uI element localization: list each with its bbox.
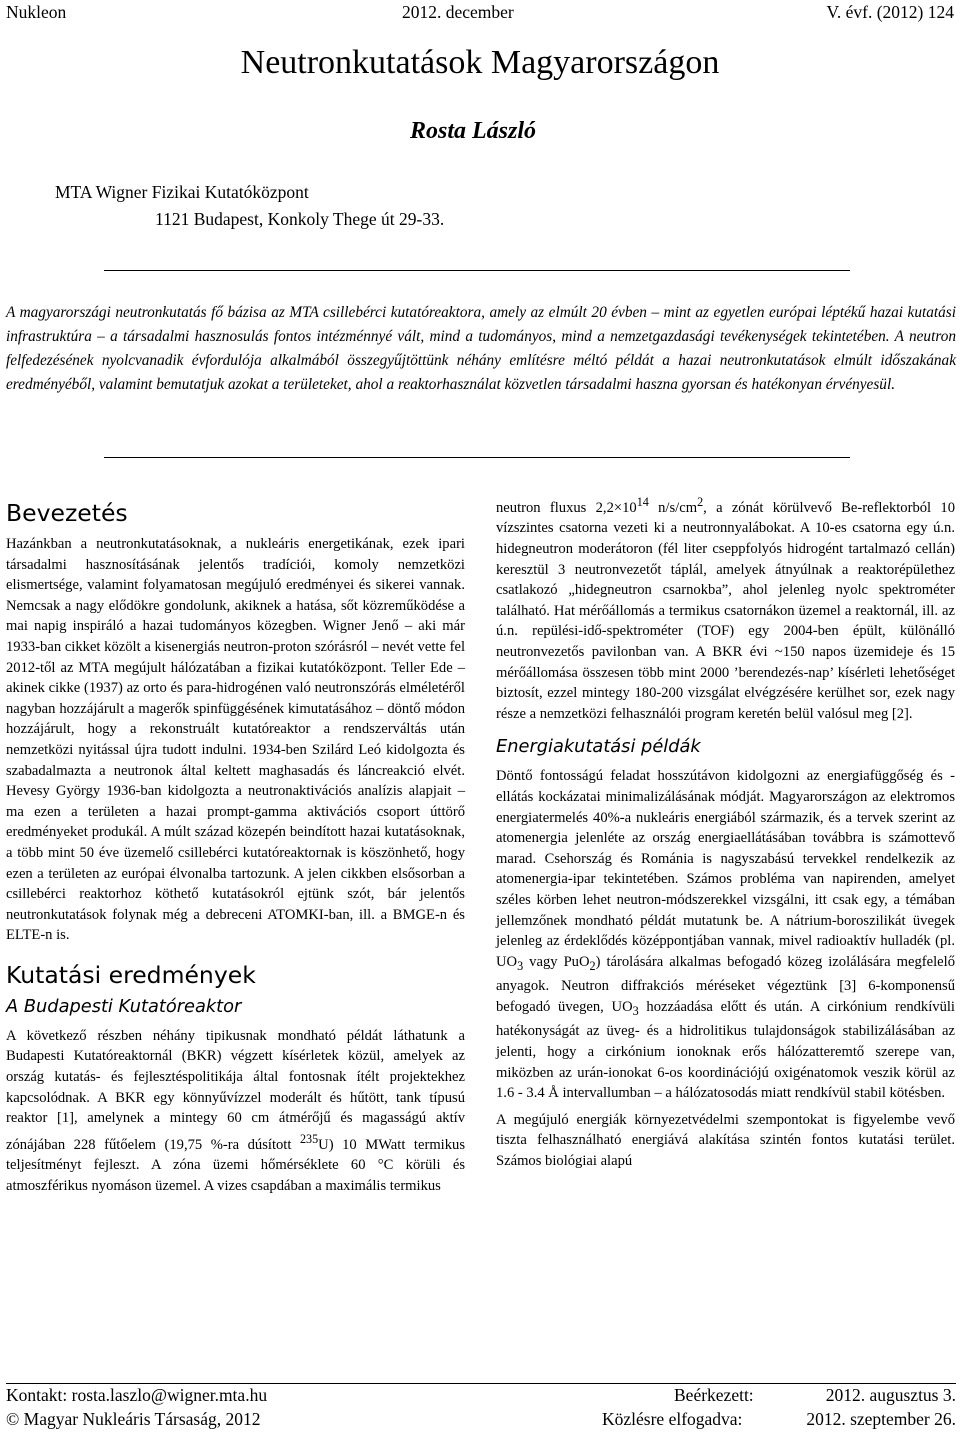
page-footer <box>6 1384 956 1431</box>
flux-text-3: , a zónát körülvevő Be-reflektorból 10 vízszintes csatorna vezeti ki a neutronnyalábokat. A 10-es csatorna egy ú.n. hidegneutron moderátoron (fél liter cseppfolyós hidrogént tartalmazó cellán) keresztül 3 neutronvezetőt táplál, amelyek átnyúlnak a reaktorépülethez csatlakozó „hidegneutron csarnokba”, ahol jelenleg nyolc spektrométer található. Hat mérőállomás a termikus csatornákon üzemel a reaktornál, ill. az ú.n. repülési-idő-spektrométer (TOF) egy 2004-ben épült, különálló neutronvezetős pavilonban van. A BKR évi ~150 napos üzemideje és 15 mérőállomása összesen több mint 2000 ’berendezés-nap’ kísérleti lehetőséget biztosít, ezzel mintegy 180-200 vizsgálat elvégzésére kerülhet sor, ezek nagy része a nemzetközi felhasználói program keretén belül valósul meg [2]. <box>496 499 955 722</box>
contact-email: Kontakt: rosta.laszlo@wigner.mta.hu <box>6 1385 268 1405</box>
received-date: 2012. augusztus 3. <box>825 1385 956 1405</box>
subsection-heading-energy: Energiakutatási példák <box>496 736 701 758</box>
energy-text-2: vagy PuO <box>523 953 590 970</box>
energy-text-4: hozzáadása előtt és után. A cirkónium rendkívüli hatékonyságát az üveg- és a hidrolitikus tulajdonságok stabilizálásában az jelenti, hogy a cirkónium ionoknak erős hálózatteremtő szerepe van, miközben az urán-ionokat 6-os koordinációjú oxigénatomok veszik körül az 1.6 - 3.4 Å intervallumban – a hálózatosodás miatt rendkívül stabil kötésben. <box>496 998 955 1102</box>
affiliation-address: 1121 Budapest, Konkoly Thege út 29-33. <box>155 209 445 229</box>
abstract: A magyarországi neutronkutatás fő bázisa az MTA csillebérci kutatóreaktora, amely az elmúlt 20 évben – mint az egyetlen európai léptékű hazai kutatási infrastruktúra – a társadalmi hasznosulás fontos intézménnyé vált, mind a tudományos, mind a nemzetgazdasági tevékenységek tekintetében. A neutron felfedezésének nyolcvanadik évfordulója alkalmából összegyűjtöttünk néhány említésre méltó példát a hazai neutronkutatások elmúlt időszakának eredményéből, valamint bemutatjuk azokat a területeket, ahol a reaktorhasználat közvetlen társadalmi haszna gyorsan és hatékonyan érvényesül. <box>6 304 956 393</box>
intro-paragraph: Hazánkban a neutronkutatásoknak, a nukleáris energetikának, ezek ipari társadalmi hasznosításának jelentős tradíciói, komoly nemzetközi elismertsége, valamint folyamatosan megújuló eredményei és sikerei vannak. Nemcsak a nagy elődökre gondolunk, akiknek a hatása, sőt közreműködése a mai napig inspiráló a hazai tudományos közegben. Wigner Jenő – aki már 1933-ban cikket közölt a kisenergiás neutron-proton szórásról – nevét vette fel 2012-től az MTA megújult hálózatában a fizikai kutatóközpont. Teller Ede – akinek cikke (1937) az orto és para-hidrogénen való neutronszórás elméletéről nagyban hozzájárult a magerők spinfüggésének kimutatásához – döntő módon hozzájárult, hogy a rekonstruált kutatóreaktor a rendszerváltás után nemzetközi nyitással újra tudott indulni. 1934-ben Szilárd Leó kidolgozta és szabadalmazta a neutronok által keltett maghasadás és láncreakció elvét. Hevesy György 1936-ban kidolgozta a neutronaktivációs analízis alapjait – ma ezen a területen a hazai prompt-gamma aktivációs csoport úttörő eredményeket produkál. A múlt század közepén beindított hazai kutatásoknak, a több mint 50 éve üzemelő csillebérci kutatóreaktornak is köszönhető, hogy ezen a területen az európai élvonalba tartozunk. A jelen cikkben elsősorban a csillebérci reaktorhoz köthető kutatásokról ejtünk szót, bár jelentős neutronkutatások folynak még a debreceni ATOMKI-ban, ill. a BMGE-n és ELTE-n is. <box>6 536 465 944</box>
subscript-3b: 3 <box>632 1003 639 1018</box>
subscript-2: 2 <box>589 958 596 973</box>
abstract-bottom-rule <box>104 457 850 458</box>
bkr-paragraph <box>6 1026 465 1197</box>
journal-name: Nukleon <box>6 2 67 22</box>
right-column <box>496 492 955 1171</box>
renewable-paragraph: A megújuló energiák környezetvédelmi szempontokat is figyelembe vevő tiszta felhasználható energiává alakítása szintén fontos kutatási terület. Számos biológiai alapú <box>496 1111 955 1169</box>
section-heading-results: Kutatási eredmények <box>6 960 256 989</box>
energy-paragraph <box>496 766 955 1103</box>
running-header <box>6 0 954 24</box>
affiliation-institute: MTA Wigner Fizikai Kutatóközpont <box>55 182 309 202</box>
energy-text-3: ) tárolására alkalmas befogadó közeg izolálására megfelelő anyagok. Neutron diffrakciós méréseket végeztünk [3] 6-komponensű befogadó üvegen, UO <box>496 953 956 1015</box>
article-title: Neutronkutatások Magyarországon <box>240 44 720 81</box>
superscript-2: 2 <box>697 495 704 509</box>
left-column <box>6 492 465 1196</box>
bkr-text-2: U) 10 MWatt termikus teljesítményt fejleszt. A zóna üzemi hőmérséklete 60 °C körüli és atmoszférikus nyomáson üzemel. A vizes csapdában a maximális termikus <box>6 1136 465 1194</box>
accepted-date: 2012. szeptember 26. <box>806 1408 956 1429</box>
subscript-3: 3 <box>517 958 524 973</box>
subsection-heading-bkr: A Budapesti Kutatóreaktor <box>6 995 242 1017</box>
received-label: Beérkezett: <box>674 1385 754 1405</box>
flux-text-2: n/s/cm <box>648 499 698 516</box>
copyright-notice: © Magyar Nukleáris Társaság, 2012 <box>6 1408 261 1429</box>
accepted-label: Közlésre elfogadva: <box>602 1408 743 1429</box>
superscript-235: 235 <box>299 1131 319 1146</box>
author-name: Rosta László <box>410 118 537 144</box>
bkr-paragraph-continued <box>496 492 955 724</box>
volume-page: V. évf. (2012) 124 <box>826 2 954 22</box>
bkr-text-1: A következő részben néhány tipikusnak mondható példát láthatunk a Budapesti Kutatóreaktornál (BKR) végzett kísérletek közül, amelyek az ország kutatás- és fejlesztéspolitikája által fontosnak ítélt projektekhez kapcsolódnak. A BKR egy könnyűvízzel moderált és hűtött, tank típusú reaktor [1], amelynek a mintegy 60 cm átmérőjű és magasságú aktív zónájában 228 fűtőelem (19,75 %-ra dúsított <box>6 1027 465 1153</box>
abstract-top-rule <box>104 270 850 271</box>
issue-date: 2012. december <box>402 2 514 22</box>
section-heading-intro: Bevezetés <box>6 499 128 527</box>
flux-text-1: neutron fluxus 2,2×10 <box>496 499 637 516</box>
energy-text-1: Döntő fontosságú feladat hosszútávon kidolgozni az energiafüggőség és -ellátás kockázatai minimalizálásának módját. Magyarországon az elektromos energiatermelés 40%-a nukleáris energiából származik, és a tervek szerint az atomenergia jelenléte az ország energiaellátásában továbbra is számottevő marad. Csehország és Románia is nagyszabású tervekkel rendelkezik az atomenergia-ipar tekintetében. Számos probléma van napirenden, amelyet széles körben lehet neutron-módszerekkel vizsgálni, itt csak egy, a témában jellemzőnek mondható példát mutatunk be. A nátrium-boroszilikát üvegek jelenleg az érdeklődés középpontjában vannak, mivel radioaktív hulladék (pl. UO <box>496 768 955 970</box>
superscript-14: 14 <box>636 495 649 509</box>
